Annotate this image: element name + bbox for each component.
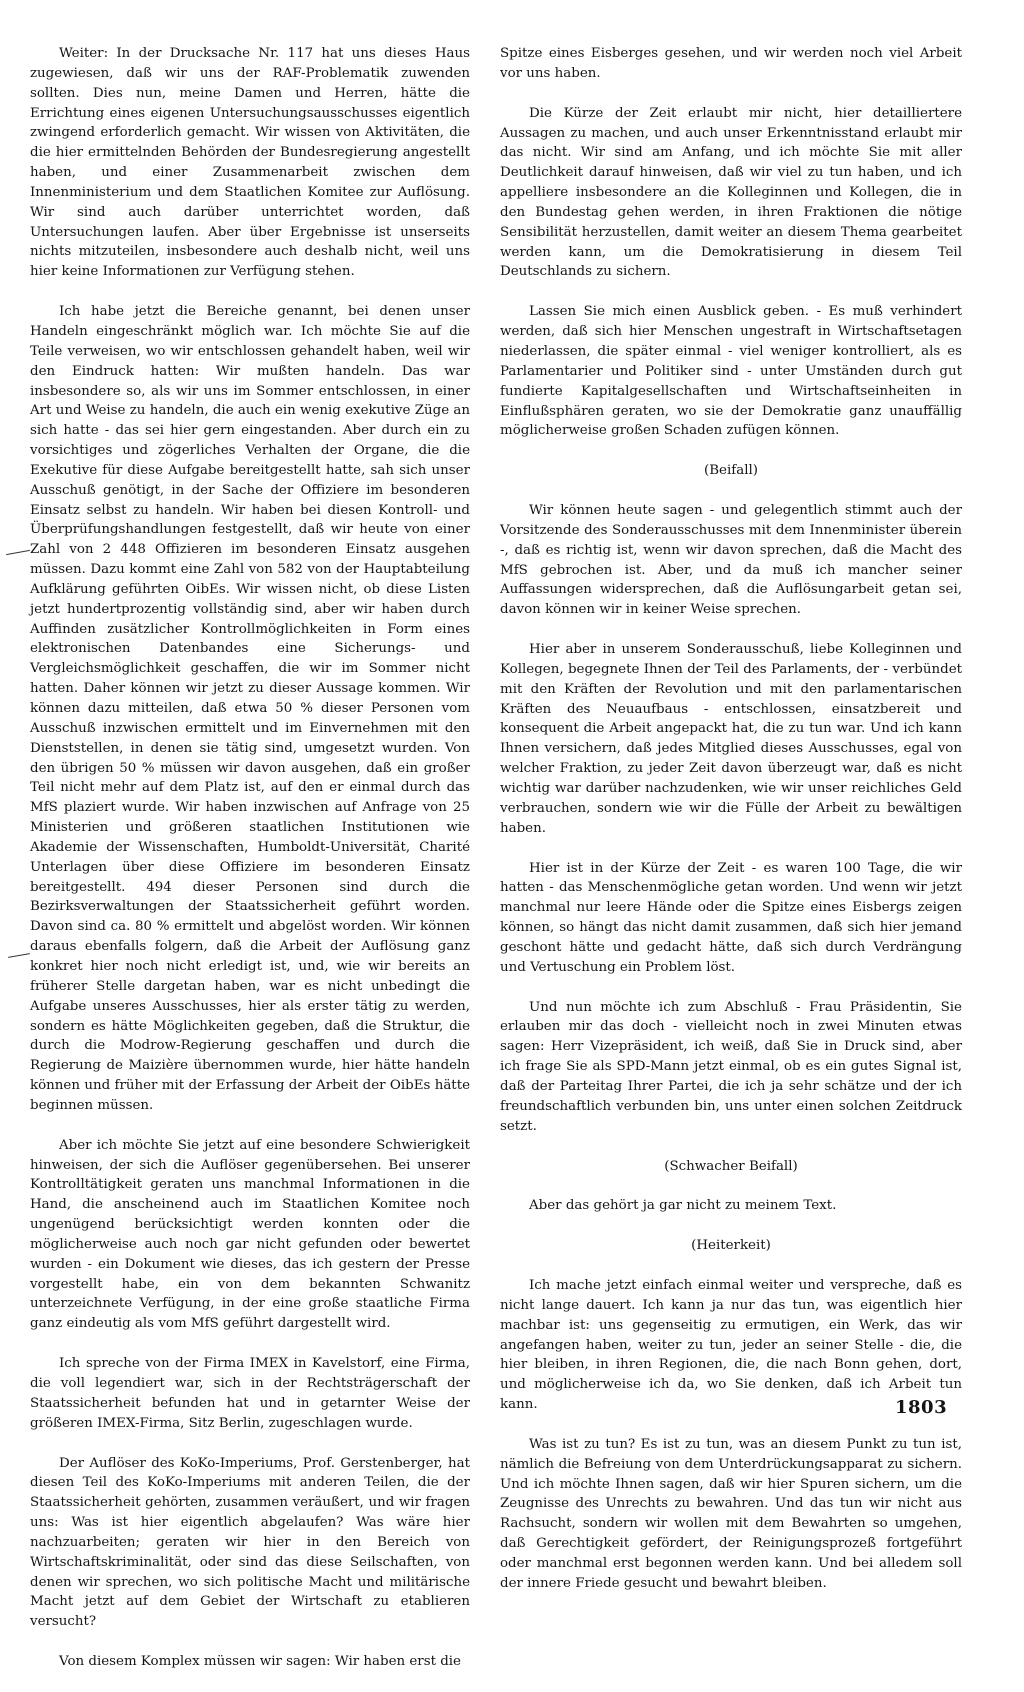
paragraph: Was ist zu tun? Es ist zu tun, was an diesem Punkt zu tun ist, nämlich die Befreiung von dem Unterdrückungsapparat zu sichern. Und ich möchte Ihnen sagen, daß wir hier Spuren sichern, um die Zeugnisse des Unrechts zu bewahren. Und das tun wir nicht aus Rachsucht, sondern wir wollen mit dem Bewahrten so umgehen, daß Gerechtigkeit gefördert, der Reinigungsprozeß fortgeführt oder manchmal erst begonnen werden kann. Und bei alledem soll der innere Friede gesucht und bewahrt bleiben.	[500, 1436, 962, 1591]
stage-direction: (Heiterkeit)	[691, 1238, 771, 1254]
paragraph: Hier aber in unserem Sonderausschuß, liebe Kolleginnen und Kollegen, begegnete Ihnen der Teil des Parlaments, der - verbündet mit den Kräften der Revolution und mit den parlamentarischen Kräften des Neuaufbaus - entschlossen, einsatzbereit und konsequent die Arbeit angepackt hat, die zu tun war. Und ich kann Ihnen versichern, daß jedes Mitglied dieses Ausschusses, egal von welcher Fraktion, zu jeder Zeit davon überzeugt war, daß es nicht wichtig war darüber nachzudenken, wie wir unser reichliches Geld verbrauchen, sondern wie wir die Fülle der Arbeit zu bewältigen haben.	[500, 642, 962, 836]
paragraph: Aber das gehört ja gar nicht zu meinem Text.	[529, 1198, 837, 1214]
stage-direction: (Schwacher Beifall)	[664, 1158, 798, 1174]
paragraph: Ich spreche von der Firma IMEX in Kavelstorf, eine Firma, die voll legendiert war, sich in der Rechtsträgerschaft der Staatssicherheit befunden hat und in getarnter Weise der größeren IMEX-Firma, Sitz Berlin, zugeschlagen wurde.	[30, 1356, 470, 1431]
paragraph: Und nun möchte ich zum Abschluß - Frau Präsidentin, Sie erlauben mir das doch - vielleicht noch in zwei Minuten etwas sagen: Herr Vizepräsident, ich weiß, daß Sie in Druck sind, aber ich frage Sie als SPD-Mann jetzt einmal, ob es ein gutes Signal ist, daß der Parteitag Ihrer Partei, die ich ja sehr schätze und der ich freundschaftlich verbunden bin, uns unter einen solchen Zeitdruck setzt.	[500, 999, 962, 1134]
margin-mark	[8, 953, 30, 958]
paragraph: Ich habe jetzt die Bereiche genannt, bei denen unser Handeln eingeschränkt möglich war. Ich möchte Sie auf die Teile verweisen, wo wir entschlossen gehandelt haben, weil wir den Eindruck hatten: Wir mußten handeln. Das war insbesondere so, als wir uns im Sommer entschlossen, in einer Art und Weise zu handeln, die auch ein wenig exekutive Züge an sich hatte - das sei hier gern eingestanden. Aber durch ein zu vorsichtiges und zögerliches Verhalten der Organe, die die Exekutive für diese Aufgabe bereitgestellt hatte, sah sich unser Ausschuß genötigt, in der Sache der Offiziere im besonderen Einsatz selbst zu handeln. Wir haben bei diesen Kontroll- und Überprüfungshandlungen festgestellt, daß wir heute von einer Zahl von 2 448 Offizieren im besonderen Einsatz ausgehen müssen. Dazu kommt eine Zahl von 582 von der Hauptabteilung Aufklärung geführten OibEs. Wir wissen nicht, ob diese Listen jetzt hundertprozentig vollständig sind, aber wir haben durch Auffinden zusätzlicher Kontrollmöglichkeiten in Form eines elektronischen Datenbandes eine Sicherungs- und Vergleichsmöglichkeit geschaffen, die wir im Sommer nicht hatten. Daher können wir jetzt zu dieser Aussage kommen. Wir können dazu mitteilen, daß etwa 50 % dieser Personen vom Ausschuß inzwischen ermittelt und im Einvernehmen mit den Dienststellen, in denen sie tätig sind, umgesetzt wurden. Von den übrigen 50 % müssen wir davon ausgehen, daß ein großer Teil nicht mehr auf dem Platz ist, auf den er einmal durch das MfS plaziert wurde. Wir haben inzwischen auf Anfrage von 25 Ministerien und größeren staatlichen Institutionen wie Akademie der Wissenschaften, Humboldt-Universität, Charité Unterlagen über diese Offiziere im besonderen Einsatz bereitgestellt. 494 dieser Personen sind durch die Bezirksverwaltungen der Staatssicherheit geführt worden. Davon sind ca. 80 % ermittelt und abgelöst worden. Wir können daraus ebenfalls folgern, daß die Arbeit der Auflösung ganz konkret hier noch nicht erledigt ist, und, wie wir bereits an früherer Stelle dargetan haben, war es nicht unbedingt die Aufgabe unseres Ausschusses, hier als erster tätig zu werden, sondern es hätte Möglichkeiten gegeben, daß die Struktur, die durch die Modrow-Regierung geschaffen und durch die Regierung de Maizière übernommen wurde, hier hätte handeln können und früher mit der Erfassung der Arbeit der OibEs hätte beginnen müssen.	[30, 304, 470, 1113]
paragraph: Spitze eines Eisberges gesehen, und wir werden noch viel Arbeit vor uns haben.	[500, 46, 962, 81]
margin-mark	[6, 550, 30, 555]
paragraph: Hier ist in der Kürze der Zeit - es waren 100 Tage, die wir hatten - das Menschenmögliche getan worden. Und wenn wir jetzt manchmal nur leere Hände oder die Spitze eines Eisbergs zeigen können, so hängt das nicht damit zusammen, daß sich hier jemand geschont hätte und gedacht hätte, daß sich durch Verdrängung und Vertuschung ein Problem löst.	[500, 860, 962, 975]
paragraph: Wir können heute sagen - und gelegentlich stimmt auch der Vorsitzende des Sonderausschusses mit dem Innenminister überein -, daß es richtig ist, wenn wir davon sprechen, daß die Macht des MfS gebrochen ist. Aber, und da muß ich mancher seiner Auffassungen widersprechen, daß die Auflösungarbeit getan sei, davon können wir in keiner Weise sprechen.	[500, 503, 962, 618]
paragraph: Aber ich möchte Sie jetzt auf eine besondere Schwierigkeit hinweisen, der sich die Auflöser gegenübersehen. Bei unserer Kontrolltätigkeit geraten uns manchmal Informationen in die Hand, die anscheinend auch im Staatlichen Komitee noch ungenügend berücksichtigt werden konnten oder die möglicherweise auch noch gar nicht gefunden oder bewertet wurden - ein Dokument wie dieses, das ich gestern der Presse vorgestellt habe, ein von dem bekannten Schwanitz unterzeichnete Verfügung, in der eine große staatliche Firma ganz eindeutig als vom MfS geführt dargestellt wird.	[30, 1137, 470, 1332]
paragraph: Lassen Sie mich einen Ausblick geben. - Es muß verhindert werden, daß sich hier Menschen ungestraft in Wirtschaftsetagen niederlassen, die später einmal - viel weniger kontrolliert, als es Parlamentarier und Politiker sind - unter Umständen durch gut fundierte Kapitalgesellschaften und Wirtschaftseinheiten in Einflußsphären geraten, wo sie der Demokratie ganz unauffällig möglicherweise großen Schaden zufügen können.	[500, 304, 962, 439]
paragraph: Weiter: In der Drucksache Nr. 117 hat uns dieses Haus zugewiesen, daß wir uns der RAF-Problematik zuwenden sollten. Dies nun, meine Damen und Herren, hätte die Errichtung eines eigenen Untersuchungsausschusses eigentlich zwingend erforderlich gemacht. Wir wissen von Aktivitäten, die die hier ermittelnden Behörden der Bundesregierung angestellt haben, und einer Zusammenarbeit zwischen dem Innenministerium und dem Staatlichen Komitee zur Auflösung. Wir sind auch darüber unterrichtet worden, daß Untersuchungen laufen. Aber über Ergebnisse ist unserseits nichts mitzuteilen, insbesondere auch deshalb nicht, weil uns hier keine Informationen zur Verfügung stehen.	[30, 46, 470, 280]
paragraph: Der Auflöser des KoKo-Imperiums, Prof. Gerstenberger, hat diesen Teil des KoKo-Imperiums mit anderen Teilen, die der Staatssicherheit gehörten, zusammen veräußert, und wir fragen uns: Was ist hier eigentlich abgelaufen? Was wäre hier nachzuarbeiten; geraten wir hier in den Bereich von Wirtschaftskriminalität, oder sind das diese Seilschaften, von denen wir sprechen, wo sich politische Macht und militärische Macht jetzt auf dem Gebiet der Wirtschaft zu etablieren versucht?	[30, 1455, 470, 1630]
paragraph: Ich mache jetzt einfach einmal weiter und verspreche, daß es nicht lange dauert. Ich kann ja nur das tun, was eigentlich hier machbar ist: uns gegenseitig zu ermutigen, ein Werk, das wir angefangen haben, weiter zu tun, jeder an seiner Stelle - die, die hier bleiben, in ihren Regionen, die, die nach Bonn gehen, dort, und möglicherweise ich da, wo Sie denken, daß ich Arbeit tun kann.	[500, 1278, 962, 1413]
left-column	[30, 44, 470, 1692]
right-column	[500, 44, 962, 1614]
paragraph: Von diesem Komplex müssen wir sagen: Wir haben erst die	[59, 1654, 461, 1670]
page-number: 1803	[895, 1397, 948, 1418]
stage-direction: (Beifall)	[703, 463, 758, 479]
paragraph: Die Kürze der Zeit erlaubt mir nicht, hier detailliertere Aussagen zu machen, und auch unser Erkenntnisstand erlaubt mir das nicht. Wir sind am Anfang, und ich möchte Sie mit aller Deutlichkeit darauf hinweisen, daß wir viel zu tun haben, und ich appelliere insbesondere an die Kolleginnen und Kollegen, die in den Bundestag gehen werden, in ihren Fraktionen die nötige Sensibilität herzustellen, damit weiter an diesem Thema gearbeitet werden kann, um die Demokratisierung in diesem Teil Deutschlands zu sichern.	[500, 105, 962, 280]
